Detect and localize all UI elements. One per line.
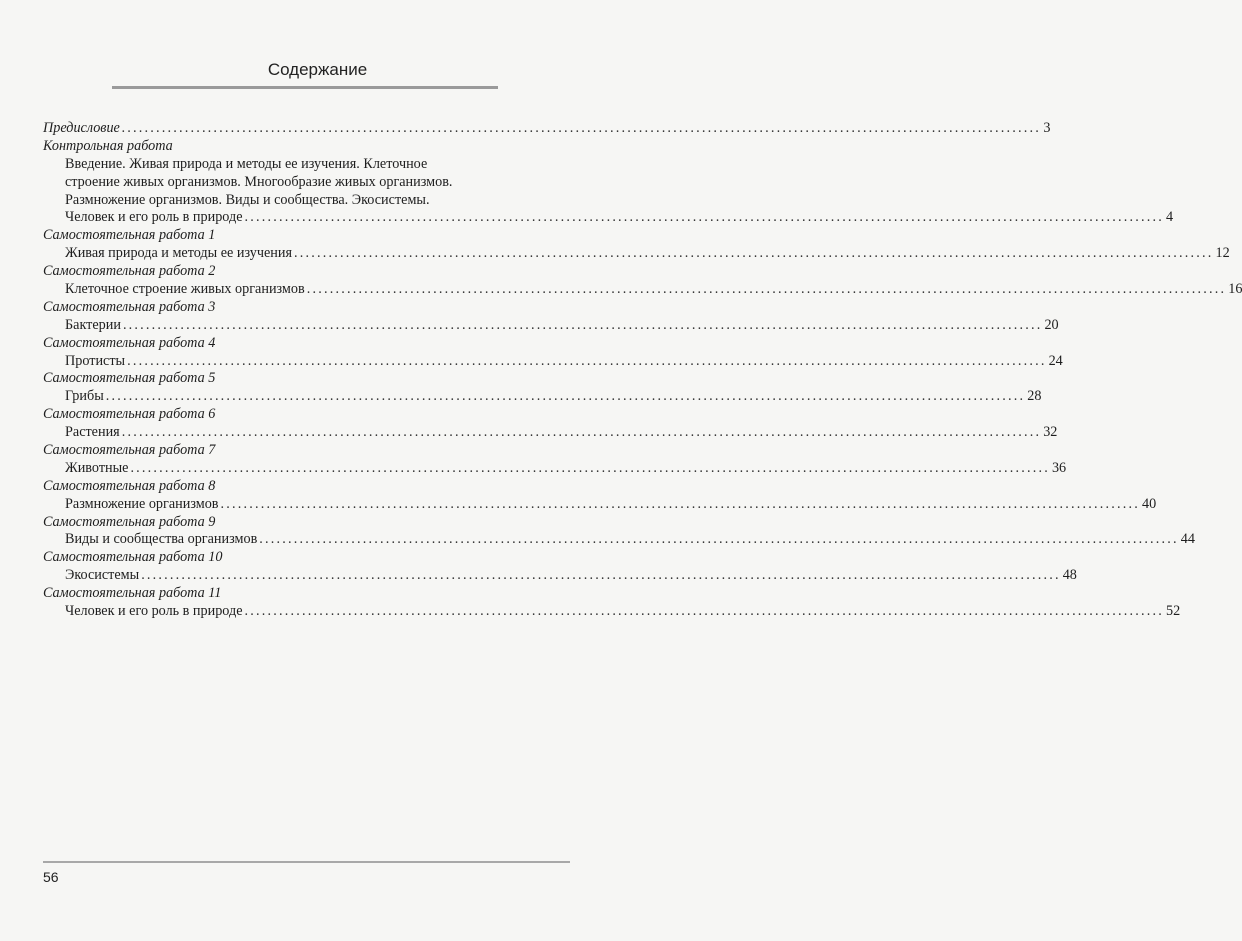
- toc-topic-label: Растения: [65, 424, 120, 441]
- toc-page-number: 32: [1043, 424, 1058, 441]
- toc-entry-work-1[interactable]: [43, 245, 1230, 263]
- page-title: Содержание: [267, 60, 368, 79]
- toc-page-number: 16: [1228, 281, 1242, 298]
- toc-topic-line: строение живых организмов. Многообразие живых организмов.: [65, 173, 453, 190]
- toc-topic-label: Виды и сообщества организмов: [65, 531, 258, 548]
- toc-works-list: [43, 227, 1242, 621]
- toc-topic-line: Размножение организмов. Виды и сообщества. Экосистемы.: [65, 191, 430, 208]
- toc-topic-label: Размножение организмов: [65, 495, 219, 512]
- toc-entry-work-3[interactable]: [43, 316, 1059, 335]
- toc-heading-work-4: Самостоятельная работа 4: [43, 334, 216, 351]
- toc-topic-line: Человек и его роль в природе: [65, 209, 243, 226]
- toc-heading-work-1: Самостоятельная работа 1: [43, 227, 216, 244]
- toc-entry-label: Предисловие: [43, 120, 120, 136]
- dot-leader: ................................................................................................................................................................: [141, 567, 1061, 584]
- toc-page-number: 20: [1044, 316, 1059, 333]
- dot-leader: ................................................................................................................................................................: [259, 531, 1179, 548]
- dot-leader: ................................................................................................................................................................: [220, 495, 1141, 512]
- toc-topic-label: Бактерии: [65, 316, 121, 333]
- toc-page-number: 48: [1062, 567, 1077, 584]
- dot-leader: ................................................................................................................................................................: [244, 209, 1165, 226]
- toc-topic-label: Человек и его роль в природе: [65, 603, 243, 620]
- dot-leader: ................................................................................................................................................................: [244, 603, 1165, 620]
- toc-page-number: 3: [1043, 120, 1051, 136]
- dot-leader: ................................................................................................................................................................: [127, 352, 1047, 369]
- toc-heading-work-6: Самостоятельная работа 6: [43, 406, 216, 423]
- toc-entry-control-work[interactable]: [43, 209, 1174, 227]
- toc-entry-work-4[interactable]: [43, 352, 1063, 371]
- toc-heading-work-7: Самостоятельная работа 7: [43, 442, 216, 459]
- dot-leader: ................................................................................................................................................................: [121, 120, 1042, 136]
- toc-topic-label: Животные: [65, 459, 129, 476]
- title-underline: [112, 86, 498, 89]
- toc-heading-work-8: Самостоятельная работа 8: [43, 477, 216, 494]
- toc-entry-preface[interactable]: [43, 120, 1051, 138]
- toc-entry-work-2[interactable]: [43, 281, 1242, 299]
- dot-leader: ................................................................................................................................................................: [294, 245, 1214, 262]
- dot-leader: ................................................................................................................................................................: [306, 281, 1227, 298]
- toc-heading-work-11: Самостоятельная работа 11: [43, 585, 222, 602]
- toc-entry-work-6[interactable]: [43, 424, 1058, 442]
- toc-page-number: 40: [1142, 495, 1157, 512]
- toc-topic-label: Экосистемы: [65, 567, 140, 584]
- toc-heading-work-2: Самостоятельная работа 2: [43, 263, 216, 280]
- toc-entry-work-11[interactable]: [43, 603, 1181, 621]
- toc-page-number: 44: [1180, 531, 1195, 548]
- toc-heading-work-9: Самостоятельная работа 9: [43, 513, 216, 530]
- toc-entry-work-9[interactable]: [43, 531, 1195, 549]
- toc-entry-work-8[interactable]: [43, 495, 1157, 514]
- toc-heading-control-work: Контрольная работа: [43, 137, 173, 154]
- toc-page-number: 52: [1166, 603, 1181, 620]
- toc-topic-label: Клеточное строение живых организмов: [65, 281, 305, 298]
- dot-leader: ................................................................................................................................................................: [121, 424, 1042, 441]
- table-of-contents: [43, 120, 1242, 621]
- toc-topic-label: Протисты: [65, 352, 126, 369]
- toc-heading-work-3: Самостоятельная работа 3: [43, 298, 216, 315]
- toc-topic-label: Живая природа и методы ее изучения: [65, 245, 292, 262]
- page-number: 56: [43, 869, 59, 885]
- toc-page-number: 24: [1048, 352, 1063, 369]
- toc-heading-work-10: Самостоятельная работа 10: [43, 549, 223, 566]
- toc-entry-work-5[interactable]: [43, 388, 1042, 406]
- toc-topic-line: Введение. Живая природа и методы ее изучения. Клеточное: [65, 155, 428, 172]
- toc-page-number: 12: [1215, 245, 1230, 262]
- toc-page-number: 36: [1051, 459, 1067, 476]
- toc-heading-work-5: Самостоятельная работа 5: [43, 370, 216, 387]
- footer-rule: [43, 861, 570, 863]
- toc-topic-label: Грибы: [65, 388, 104, 405]
- dot-leader: ................................................................................................................................................................: [122, 316, 1043, 333]
- toc-page-number: 28: [1027, 388, 1042, 405]
- toc-page-number: 4: [1166, 209, 1174, 226]
- toc-entry-work-7[interactable]: [43, 459, 1067, 478]
- dot-leader: ................................................................................................................................................................: [105, 388, 1026, 405]
- dot-leader: ................................................................................................................................................................: [130, 459, 1050, 476]
- toc-entry-work-10[interactable]: [43, 567, 1077, 585]
